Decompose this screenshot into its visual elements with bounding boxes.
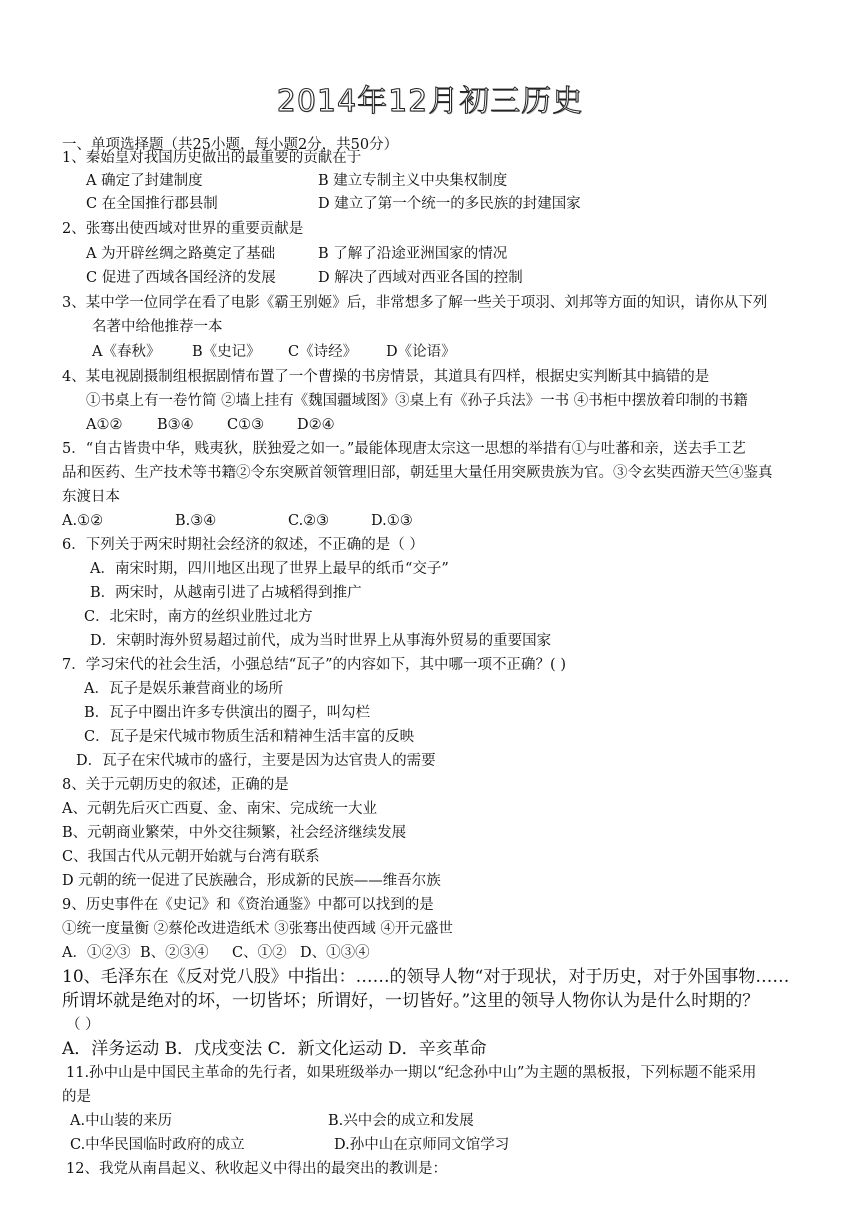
text-line: 9、历史事件在《史记》和《资治通鉴》中都可以找到的是 <box>62 897 434 913</box>
text-line: C．北宋时，南方的丝织业胜过北方 <box>84 609 313 625</box>
option-text: C、①② <box>232 945 287 961</box>
text-line: 12、我党从南昌起义、秋收起义中得出的最突出的教训是： <box>66 1161 447 1177</box>
option-text: B.兴中会的成立和发展 <box>328 1113 474 1129</box>
option-text: A 确定了封建制度 <box>86 173 203 189</box>
text-line: 4、某电视剧摄制组根据剧情布置了一个曹操的书房情景，其道具有四样，根据史实判断其中搞错的是 <box>62 369 710 385</box>
text-line: B．瓦子中圈出许多专供演出的圈子，叫勾栏 <box>84 705 371 721</box>
option-text: D②④ <box>297 417 335 433</box>
option-text: B、②③④ <box>140 945 209 961</box>
option-text: D 解决了西域对西亚各国的控制 <box>318 270 523 286</box>
text-line: 3、某中学一位同学在看了电影《霸王别姬》后，非常想多了解一些关于项羽、刘邦等方面的知识，请你从下列 <box>62 295 768 311</box>
text-line: 8、关于元朝历史的叙述，正确的是 <box>62 777 289 793</box>
option-text: A《春秋》 <box>92 344 161 360</box>
text-line: 6．下列关于两宋时期社会经济的叙述，不正确的是（ ） <box>62 537 424 553</box>
text-line: 品和医药、生产技术等书籍②令东突厥首领管理旧部，朝廷里大量任用突厥贵族为官。③令玄奘西游天竺④鉴真 <box>62 465 773 481</box>
option-text: C①③ <box>227 417 265 433</box>
option-text: B 建立专制主义中央集权制度 <box>318 173 508 189</box>
text-line: 11.孙中山是中国民主革命的先行者，如果班级举办一期以“纪念孙中山”为主题的黑板报，下列标题不能采用 <box>66 1065 757 1081</box>
text-line: 5．“自古皆贵中华，贱夷狄，朕独爱之如一。”最能体现唐太宗这一思想的举措有①与吐蕃和亲，送去手工艺 <box>62 441 746 457</box>
section-heading: 一、单项选择题（共25小题，每小题2分，共50分） <box>62 137 399 153</box>
option-text: B《史记》 <box>192 344 261 360</box>
text-line: 的是 <box>62 1089 91 1105</box>
option-text: D.①③ <box>371 513 413 529</box>
text-line: 名著中给他推荐一本 <box>92 319 223 335</box>
text-line: ①统一度量衡 ②蔡伦改进造纸术 ③张骞出使西域 ④开元盛世 <box>62 921 453 937</box>
option-text: A.中山装的来历 <box>70 1113 173 1129</box>
text-line: 东渡日本 <box>62 489 120 505</box>
text-line: A．瓦子是娱乐兼营商业的场所 <box>84 681 283 697</box>
text-line: A．南宋时期，四川地区出现了世界上最早的纸币“交子” <box>90 561 449 577</box>
option-text: C《诗经》 <box>288 344 358 360</box>
text-line: B．两宋时，从越南引进了占城稻得到推广 <box>90 585 362 601</box>
text-line: ①书桌上有一卷竹简 ②墙上挂有《魏国疆域图》③桌上有《孙子兵法》一书 ④书柜中摆放着印制的书籍 <box>86 393 748 409</box>
page-title: 2014年12月初三历史 <box>276 84 584 119</box>
text-line: C．瓦子是宋代城市物质生活和精神生活丰富的反映 <box>84 729 415 745</box>
text-line: 1、秦始皇对我国历史做出的最重要的贡献在于 <box>62 150 362 166</box>
option-text: B 了解了沿途亚洲国家的情况 <box>318 246 508 262</box>
text-line: A、元朝先后灭亡西夏、金、南宋、完成统一大业 <box>62 801 377 817</box>
option-text: A．①②③ <box>62 945 131 961</box>
text-line: B、元朝商业繁荣，中外交往频繁，社会经济继续发展 <box>62 825 407 841</box>
option-text: D、①③④ <box>300 945 370 961</box>
text-line: （ ） <box>66 1017 100 1033</box>
option-text: A①② <box>86 417 123 433</box>
option-text: C.中华民国临时政府的成立 <box>70 1137 245 1153</box>
option-text: D.孙中山在京师同文馆学习 <box>334 1137 510 1153</box>
option-text: D《论语》 <box>386 344 456 360</box>
option-text: D 建立了第一个统一的多民族的封建国家 <box>318 196 581 212</box>
option-text: B.③④ <box>175 513 217 529</box>
option-text: A.①② <box>62 513 104 529</box>
option-text: C 促进了西域各国经济的发展 <box>86 270 276 286</box>
text-line: C、我国古代从元朝开始就与台湾有联系 <box>62 849 320 865</box>
text-line: D 元朝的统一促进了民族融合，形成新的民族——维吾尔族 <box>62 873 441 889</box>
option-text: A 为开辟丝绸之路奠定了基础 <box>86 246 276 262</box>
text-line: A．洋务运动 B．戊戌变法 C．新文化运动 D．辛亥革命 <box>62 1039 487 1059</box>
text-line: D．瓦子在宋代城市的盛行，主要是因为达官贵人的需要 <box>76 753 436 769</box>
text-line: 10、毛泽东在《反对党八股》中指出：……的领导人物“对于现状，对于历史，对于外国事物…… <box>62 967 790 987</box>
option-text: B③④ <box>157 417 194 433</box>
text-line: D．宋朝时海外贸易超过前代，成为当时世界上从事海外贸易的重要国家 <box>90 633 552 649</box>
text-line: 2、张骞出使西域对世界的重要贡献是 <box>62 221 304 237</box>
option-text: C.②③ <box>288 513 330 529</box>
text-line: 7．学习宋代的社会生活，小强总结“瓦子”的内容如下，其中哪一项不正确？( ) <box>62 657 566 673</box>
option-text: C 在全国推行郡县制 <box>86 196 218 212</box>
text-line: 所谓坏就是绝对的坏，一切皆坏；所谓好，一切皆好。”这里的领导人物你认为是什么时期的？ <box>62 991 760 1011</box>
